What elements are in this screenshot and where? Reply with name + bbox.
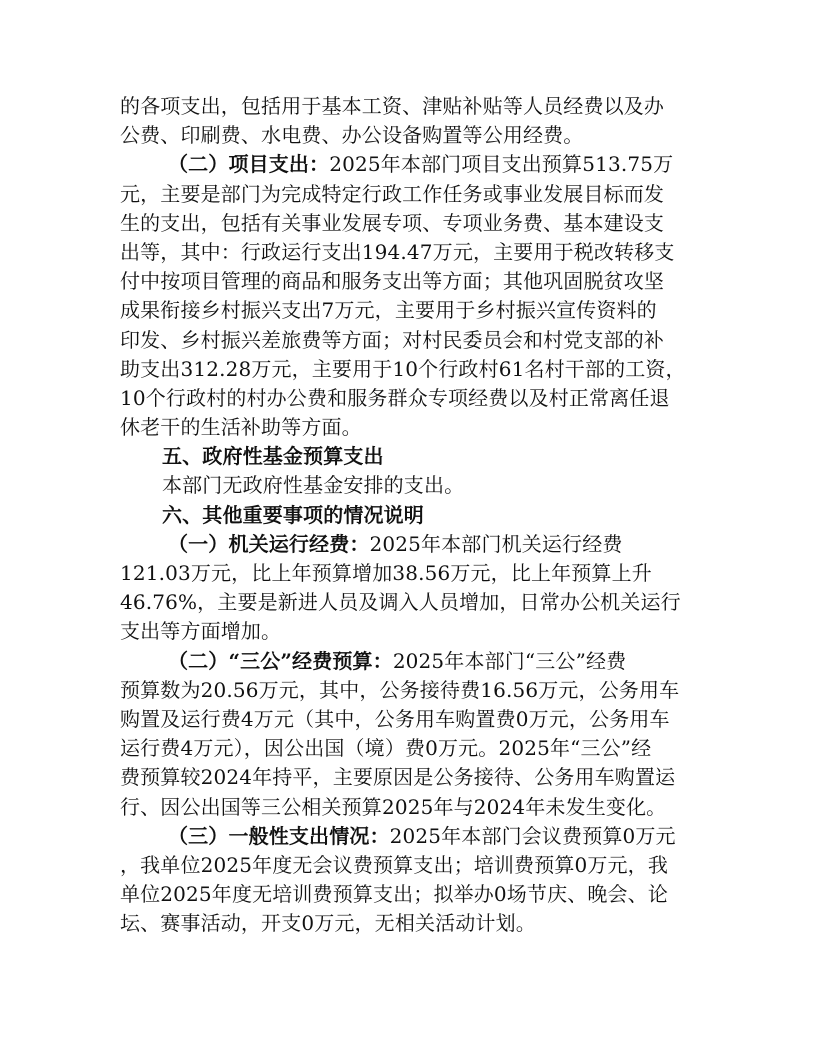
body-line [120, 180, 700, 209]
line-text: 印发、乡村振兴差旅费等方面；对村民委员会和村党支部的补 [120, 327, 665, 352]
body-line [120, 676, 700, 705]
body-line [120, 296, 700, 325]
line-text: 本部门无政府性基金安排的支出。 [162, 473, 465, 498]
body-line [120, 384, 700, 413]
body-line [120, 705, 700, 734]
body-line [120, 559, 700, 588]
line-text: 的各项支出，包括用于基本工资、津贴补贴等人员经费以及办 [120, 94, 665, 118]
subheading-general-expenditure: （三）一般性支出情况： [168, 823, 390, 848]
body-line [120, 471, 700, 500]
line-text: 2025年本部门机关运行经费 [369, 531, 623, 556]
body-line [120, 793, 700, 822]
body-line [120, 588, 700, 617]
subheading-project-expenditure: （二）项目支出： [168, 152, 330, 177]
heading-text: 五、政府性基金预算支出 [162, 444, 384, 469]
body-line [120, 909, 700, 938]
line-text: 休老干的生活补助等方面。 [120, 415, 362, 440]
body-line [120, 92, 700, 121]
body-line [120, 121, 700, 150]
body-line [120, 326, 700, 355]
line-text: 2025年本部门项目支出预算513.75万 [329, 152, 674, 177]
body-line [120, 851, 700, 880]
body-line [120, 734, 700, 763]
body-line [120, 413, 700, 442]
section-heading-government-fund [120, 442, 700, 471]
line-text: 出等，其中：行政运行支出194.47万元，主要用于税改转移支 [120, 239, 675, 264]
body-line [120, 355, 700, 384]
body-line [120, 617, 700, 646]
line-text: 46.76%，主要是新进人员及调入人员增加，日常办公机关运行 [120, 590, 681, 615]
line-text: ，我单位2025年度无会议费预算支出；培训费预算0万元，我 [120, 852, 668, 877]
line-text: 行、因公出国等三公相关预算2025年与2024年未发生变化。 [120, 794, 667, 819]
line-text: 购置及运行费4万元（其中，公务用车购置费0万元，公务用车 [120, 706, 670, 731]
subheading-three-public: （二）“三公”经费预算： [168, 648, 393, 673]
paragraph-general-expenditure [120, 822, 700, 851]
body-line [120, 238, 700, 267]
line-text: 2025年本部门会议费预算0万元 [389, 823, 676, 848]
line-text: 10个行政村的村办公费和服务群众专项经费以及村正常离任退 [120, 385, 670, 410]
paragraph-project-expenditure [120, 150, 700, 179]
line-text: 单位2025年度无培训费预算支出；拟举办0场节庆、晚会、论 [120, 882, 668, 907]
line-text: 付中按项目管理的商品和服务支出等方面；其他巩固脱贫攻坚 [120, 269, 665, 294]
section-heading-other-matters [120, 501, 700, 530]
line-text: 费预算较2024年持平，主要原因是公务接待、公务用车购置运 [120, 765, 676, 790]
line-text: 坛、赛事活动，开支0万元，无相关活动计划。 [120, 911, 536, 936]
paragraph-agency-operating [120, 530, 700, 559]
line-text: 运行费4万元），因公出国（境）费0万元。2025年“三公”经 [120, 736, 652, 761]
body-line [120, 209, 700, 238]
document-page [120, 92, 700, 938]
line-text: 支出等方面增加。 [120, 619, 282, 644]
line-text: 生的支出，包括有关事业发展专项、专项业务费、基本建设支 [120, 210, 665, 235]
body-line [120, 880, 700, 909]
subheading-agency-operating: （一）机关运行经费： [168, 531, 370, 556]
heading-text: 六、其他重要事项的情况说明 [162, 502, 424, 527]
line-text: 成果衔接乡村振兴支出7万元，主要用于乡村振兴宣传资料的 [120, 298, 657, 323]
line-text: 预算数为20.56万元，其中，公务接待费16.56万元，公务用车 [120, 677, 680, 702]
line-text: 121.03万元，比上年预算增加38.56万元，比上年预算上升 [120, 561, 652, 585]
line-text: 元，主要是部门为完成特定行政工作任务或事业发展目标而发 [120, 181, 665, 206]
line-text: 助支出312.28万元，主要用于10个行政村61名村干部的工资， [120, 356, 686, 381]
body-line [120, 267, 700, 296]
line-text: 2025年本部门“三公”经费 [392, 648, 627, 673]
paragraph-three-public [120, 647, 700, 676]
line-text: 公费、印刷费、水电费、办公设备购置等公用经费。 [120, 123, 584, 148]
body-line [120, 763, 700, 792]
